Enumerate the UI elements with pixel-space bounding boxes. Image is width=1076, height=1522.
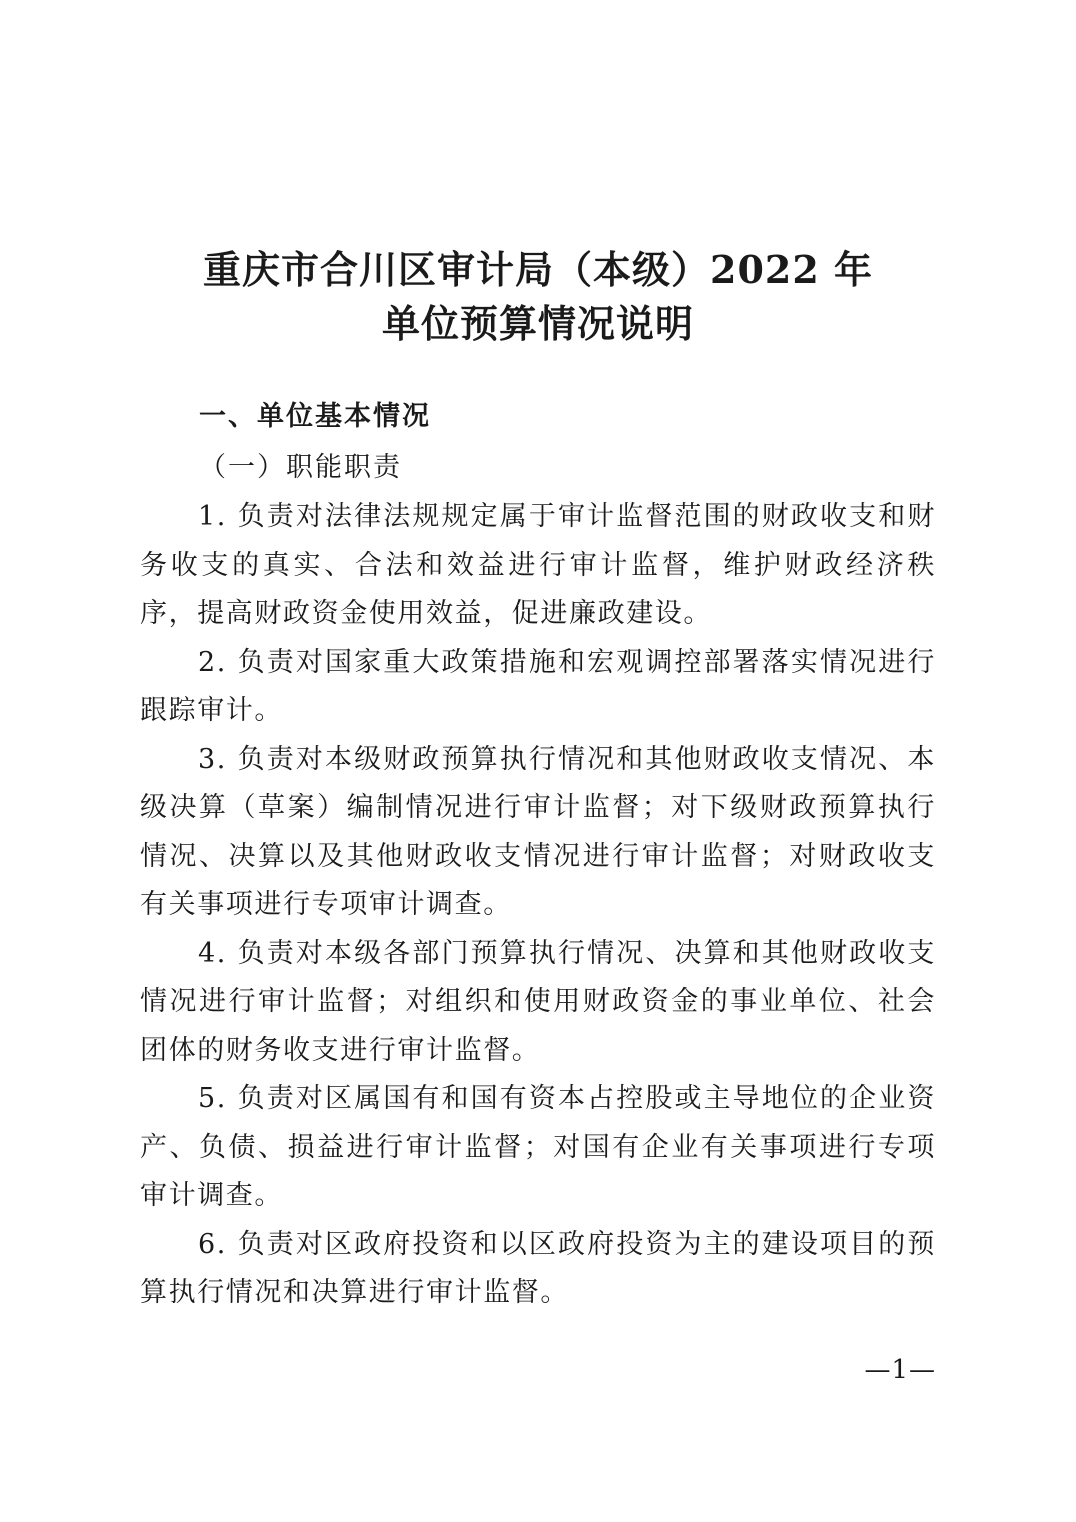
paragraph-2: 2. 负责对国家重大政策措施和宏观调控部署落实情况进行跟踪审计。 [140, 646, 936, 726]
paragraph-4: 4. 负责对本级各部门预算执行情况、决算和其他财政收支情况进行审计监督；对组织和使用财政资金的事业单位、社会团体的财务收支进行审计监督。 [140, 937, 936, 1066]
paragraph-3: 3. 负责对本级财政预算执行情况和其他财政收支情况、本级决算（草案）编制情况进行审计监督；对下级财政预算执行情况、决算以及其他财政收支情况进行审计监督；对财政收支有关事项进行专项审计调查。 [140, 743, 936, 920]
paragraph-5: 5. 负责对区属国有和国有资本占控股或主导地位的企业资产、负债、损益进行审计监督；对国有企业有关事项进行专项审计调查。 [140, 1083, 936, 1211]
paragraph-1: 1. 负责对法律法规规定属于审计监督范围的财政收支和财务收支的真实、合法和效益进行审计监督，维护财政经济秩序，提高财政资金使用效益，促进廉政建设。 [140, 501, 936, 629]
body-text [140, 493, 936, 1318]
subsection-heading: （一）职能职责 [199, 452, 402, 483]
section-heading: 一、单位基本情况 [199, 401, 431, 432]
document-title-line-2: 单位预算情况说明 [381, 301, 694, 346]
page-number: —1— [864, 1355, 936, 1385]
paragraph-6: 6. 负责对区政府投资和以区政府投资为主的建设项目的预算执行情况和决算进行审计监督。 [140, 1228, 936, 1308]
document-title-line-1: 重庆市合川区审计局（本级）2022 年 [203, 247, 873, 292]
